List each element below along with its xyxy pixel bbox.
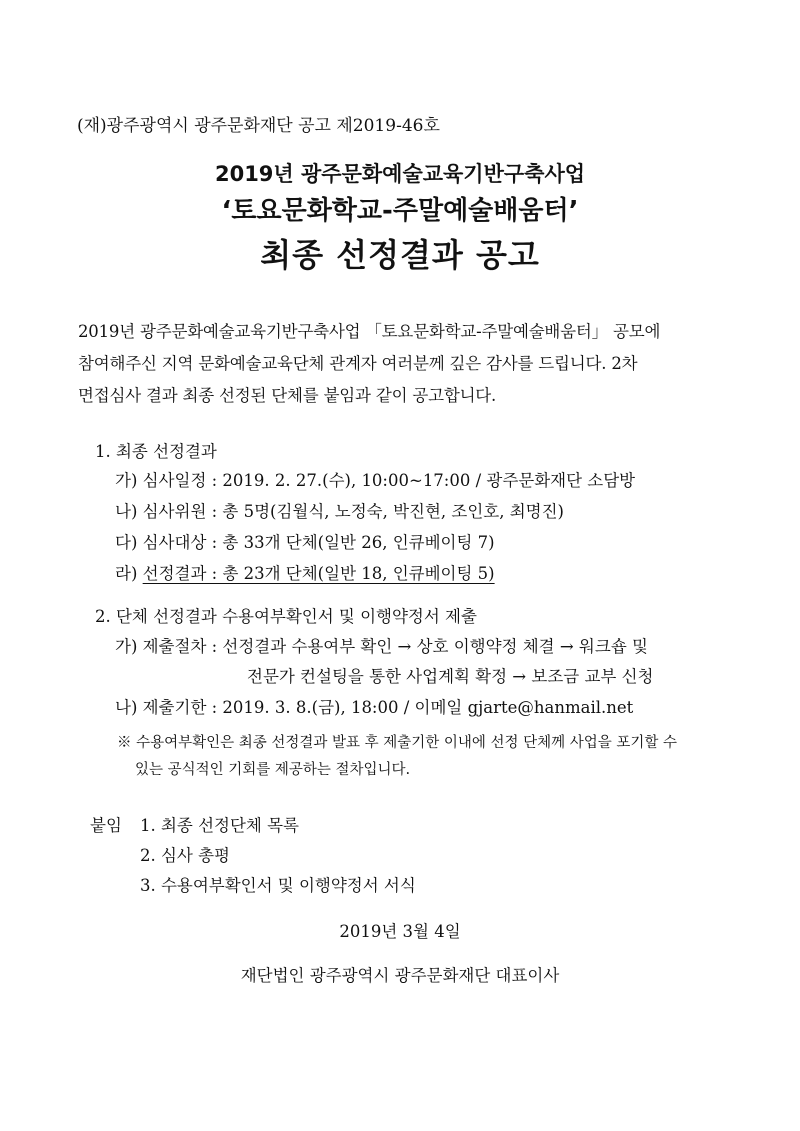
section-2-item: 나) 제출기한 : 2019. 3. 8.(금), 18:00 / 이메일 gjarte@hanmail.net [115, 698, 634, 717]
section-1-item: 다) 심사대상 : 총 33개 단체(일반 26, 인큐베이팅 7) [115, 533, 495, 552]
section-2-item: 가) 제출절차 : 선정결과 수용여부 확인 → 상호 이행약정 체결 → 워크숍 및 [115, 637, 648, 656]
section-1-item: 가) 심사일정 : 2019. 2. 27.(수), 10:00~17:00 / 광주문화재단 소담방 [115, 471, 636, 490]
title-line-2: ‘토요문화학교-주말예술배움터’ [221, 196, 579, 226]
attachment-item: 2. 심사 총평 [140, 846, 230, 865]
issuer: 재단법인 광주광역시 광주문화재단 대표이사 [240, 966, 560, 985]
note-line-2: 있는 공식적인 기회를 제공하는 절차입니다. [135, 762, 411, 778]
intro-line-3: 면접심사 결과 최종 선정된 단체를 붙임과 같이 공고합니다. [78, 386, 497, 405]
section-1-heading: 1. 최종 선정결과 [95, 442, 217, 461]
section-1-item: 나) 심사위원 : 총 5명(김월식, 노정숙, 박진현, 조인호, 최명진) [115, 502, 564, 521]
section-2-item-continued: 전문가 컨설팅을 통한 사업계획 확정 → 보조금 교부 신청 [247, 667, 654, 686]
item-marker: 라) [115, 564, 138, 583]
selection-result-text: 선정결과 : 총 23개 단체(일반 18, 인큐베이팅 5) [142, 564, 495, 583]
intro-line-1: 2019년 광주문화예술교육기반구축사업 「토요문화학교-주말예술배움터」 공모에 [78, 322, 661, 341]
attachment-item: 1. 최종 선정단체 목록 [140, 816, 299, 835]
attachment-item: 3. 수용여부확인서 및 이행약정서 서식 [140, 876, 416, 895]
section-1-item [115, 560, 495, 584]
title-line-1: 2019년 광주문화예술교육기반구축사업 [214, 162, 586, 186]
attachments-label: 붙임 [90, 816, 122, 835]
note-line-1: ※ 수용여부확인은 최종 선정결과 발표 후 제출기한 이내에 선정 단체께 사업을 포기할 수 [117, 735, 678, 751]
notice-number: (재)광주광역시 광주문화재단 공고 제2019-46호 [77, 116, 440, 136]
page-title: 최종 선정결과 공고 [260, 236, 540, 274]
notice-date: 2019년 3월 4일 [339, 922, 461, 941]
intro-line-2: 참여해주신 지역 문화예술교육단체 관계자 여러분께 깊은 감사를 드립니다. 2차 [78, 354, 638, 373]
section-2-heading: 2. 단체 선정결과 수용여부확인서 및 이행약정서 제출 [95, 607, 477, 626]
